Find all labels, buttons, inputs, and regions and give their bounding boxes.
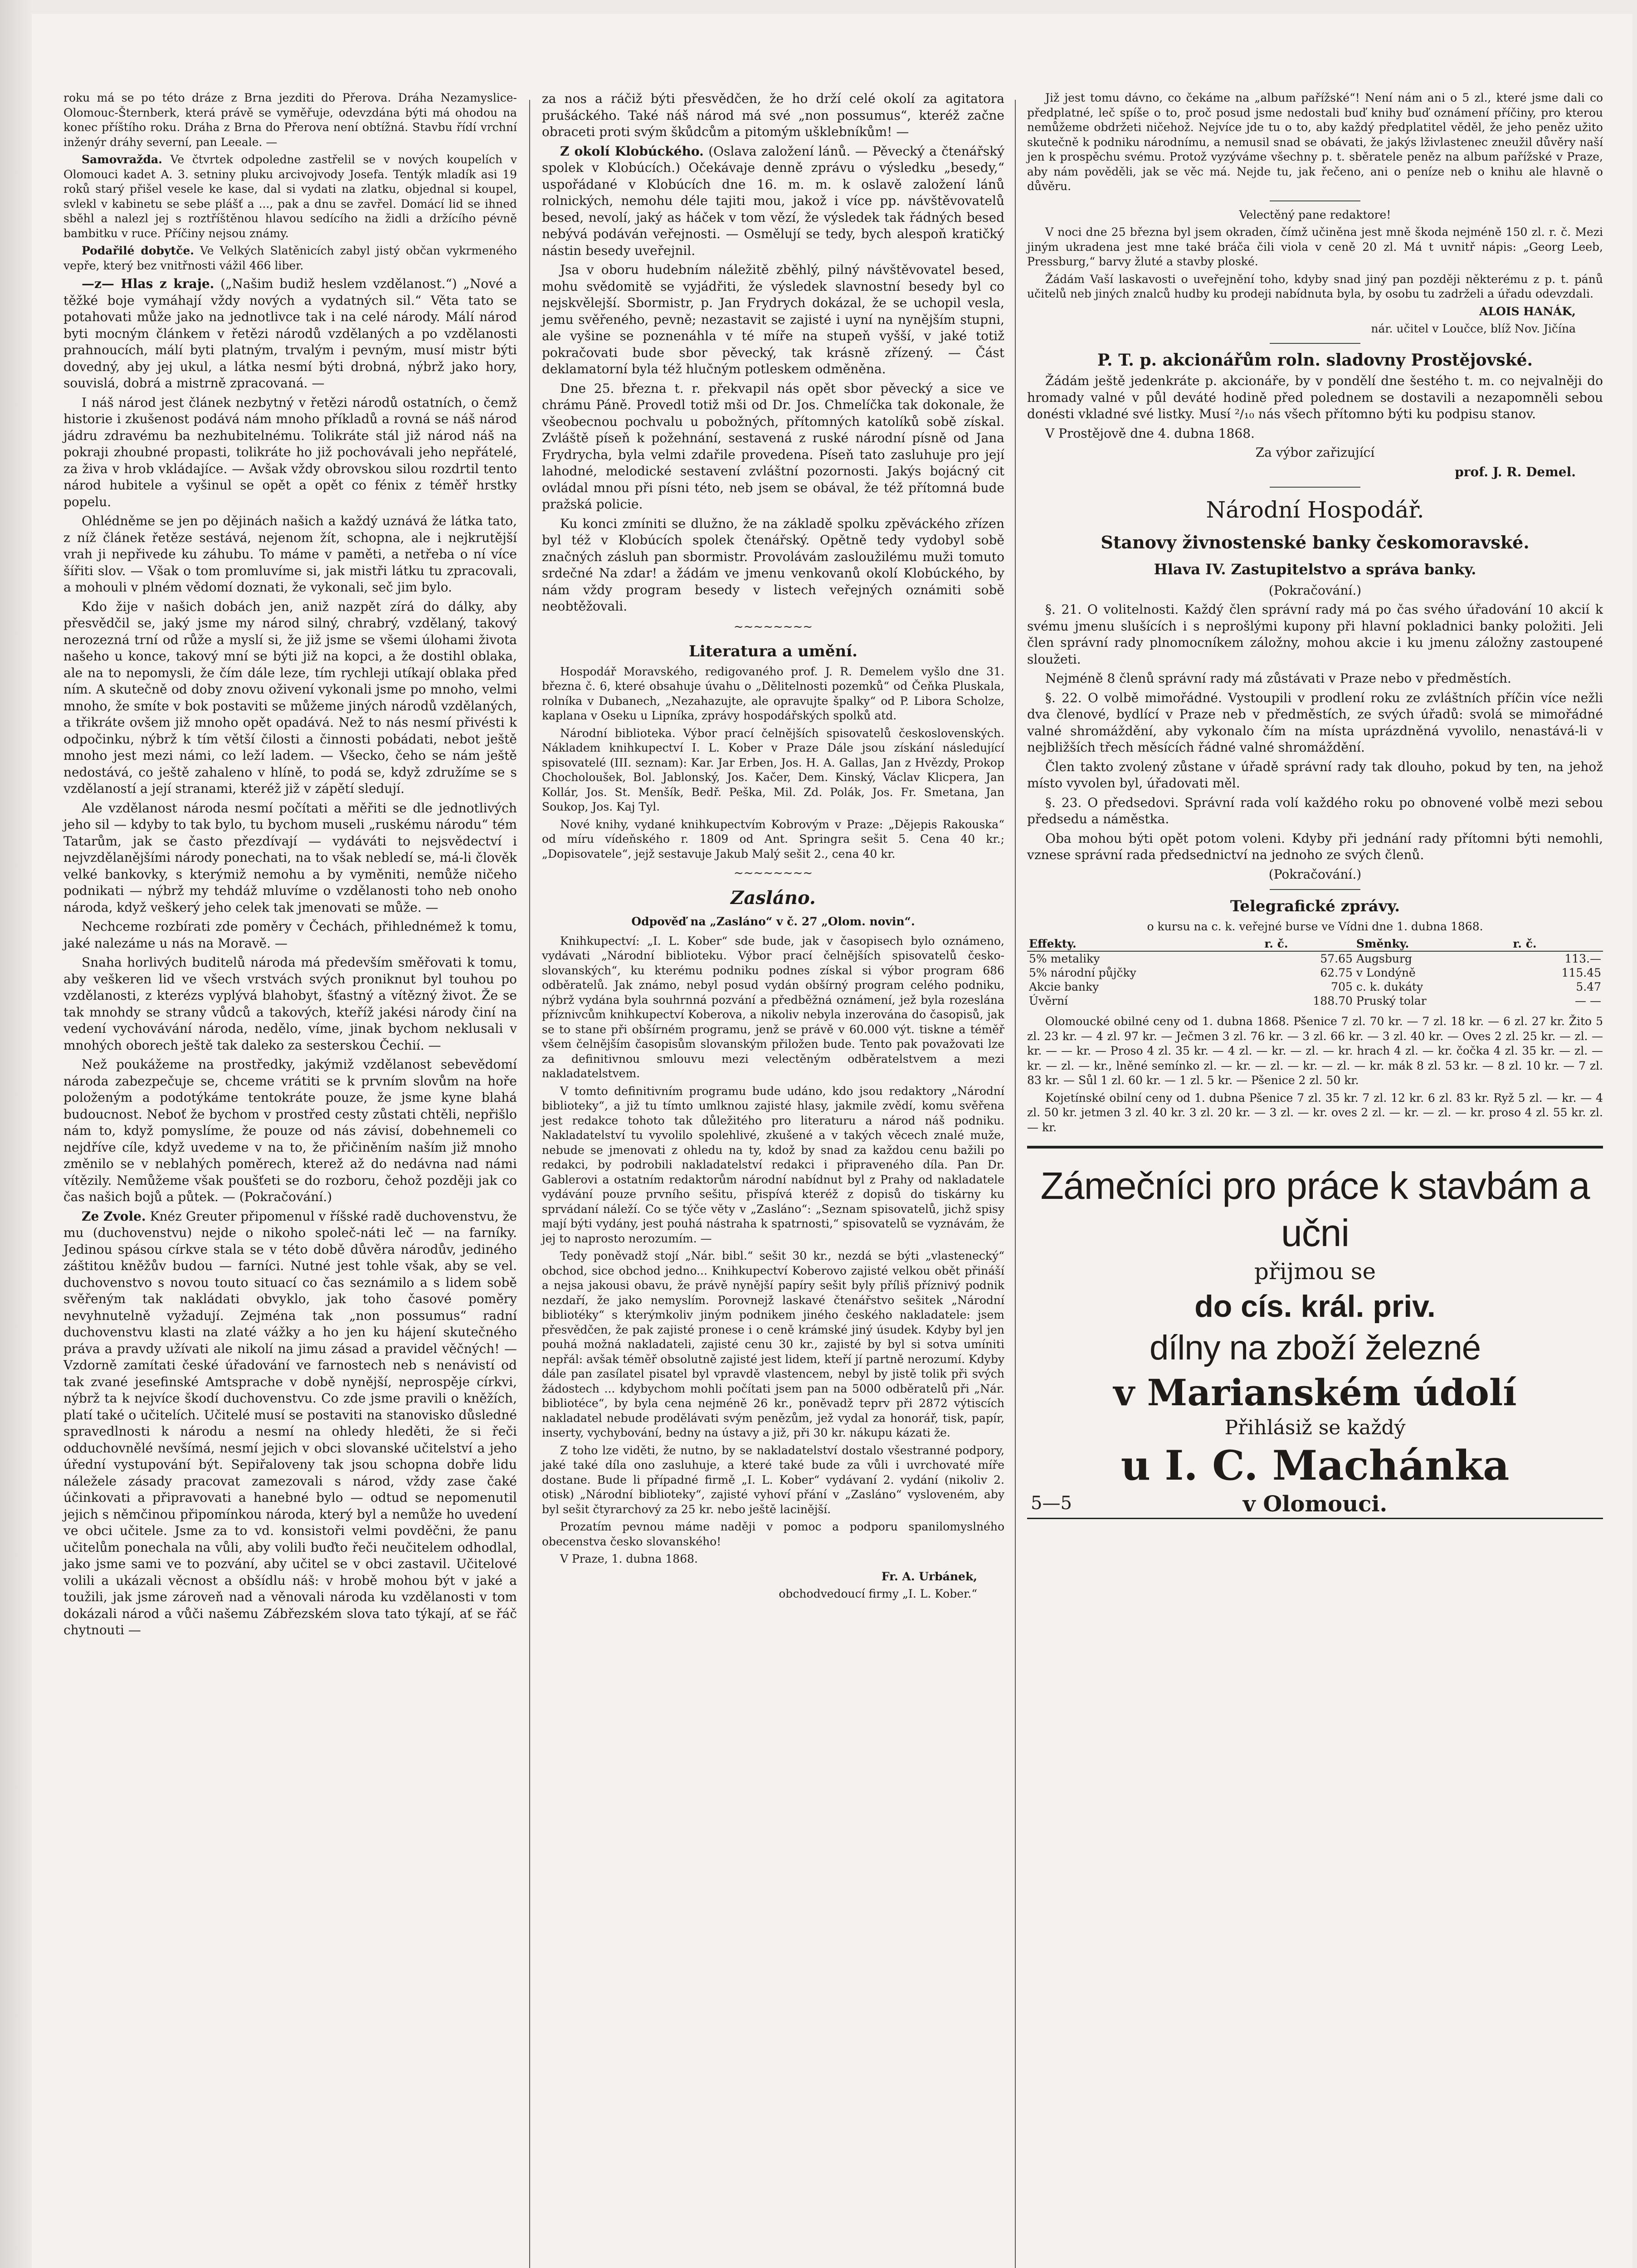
section-heading-hospodar: Národní Hospodář. bbox=[1206, 497, 1424, 523]
article-podarilo bbox=[63, 244, 517, 273]
paragraph: Člen takto zvolený zůstane v úřadě správní rady tak dlouho, pokud by ten, na jehož místo vyvolen byl, úřadovati měl. bbox=[1027, 759, 1603, 791]
table-cell: c. k. dukáty bbox=[1356, 980, 1423, 993]
section-divider: ~~~~~~~~ bbox=[733, 620, 813, 634]
date-line: V Prostějově dne 4. dubna 1868. bbox=[1045, 425, 1255, 441]
table-header: r. č. bbox=[1262, 937, 1354, 951]
paragraph: Oba mohou býti opět potom voleni. Kdyby při jednání rady přítomni býti nemohli, vznese správní rada předsednictví na jednoho ze svých členů. bbox=[1027, 831, 1603, 862]
section-divider: ~~~~~~~~ bbox=[733, 866, 813, 880]
ad-line: dílny na zboží železné bbox=[1149, 1329, 1481, 1367]
table-header: Směnky. bbox=[1354, 937, 1511, 951]
table-cell: 113.— bbox=[1564, 952, 1601, 965]
divider bbox=[1270, 487, 1360, 488]
paragraph: Dne 25. března t. r. překvapil nás opět sbor pěvecký a sice ve chrámu Páně. Provedl totiž mši od Dr. Jos. Chmelíčka tak dokonale, že všeobecnou pochvalu u pobožných, přítomných katolíků sobě získal. Zvláště píseň k požehnání, sestavená z ruské národní písně od Jana Frydrycha, byla velmi zdařile provedena. Píseň tato zasluhuje pro její lahodné, melodické sestavení zvláštní pozornosti. Jakýs bojácný cit ovládal mnou při písni této, neb jsem se obával, že též přítomná bude pražská policie. bbox=[542, 381, 1004, 512]
column-rule bbox=[1015, 100, 1016, 2268]
table-cell: 62.75 bbox=[1320, 966, 1353, 979]
table-cell: Akcie banky bbox=[1029, 980, 1099, 993]
table-cell: Augsburg bbox=[1356, 952, 1412, 965]
ad-run-number: 5—5 bbox=[1031, 1492, 1072, 1514]
article-title: Samovražda. bbox=[82, 153, 162, 166]
paragraph: Ku konci zmíniti se dlužno, že na základě spolku zpěváckého zřízen byl též v Klobúcích spolek čtenářský. Opětně tedy vydobyl sobě značných zásluh pan sbormistr. Provolávám zasloužilému muži tomuto srdečné Na zdar! a žádám ve jmenu venkovanů okolí Klobúckého, by nám vždy program besedy v listech veřejných oznámiti sobě neobtěžovali. bbox=[542, 516, 1004, 614]
subheading-kurs: o kursu na c. k. veřejné burse ve Vídni dne 1. dubna 1868. bbox=[1147, 919, 1483, 933]
signature-role: Za výbor zařizující bbox=[1255, 445, 1375, 460]
paragraph: Knihkupectví: „I. L. Kober“ sde bude, jak v časopisech bylo oznámeno, vydávati „Národní biblioteku. Výbor prací čelnějších spisovatelů česko-slovanských“, ku kterému podniku podnes získal si výbor program 686 odběratelů. Jak známo, nebyl posud vydán obšírný program celého podniku, nýbrž vydána byla souhrnná pozvání a předběžná oznámení, jež byla rozeslána příznivcům knihkupectví Koberova, a nikoliv nebyla inzerována do časopisů, jak se to stane při obšírném programu, jenž se právě v 60.000 výt. tiskne a téměř všem čelnějším časopisům slovanským přiložen bude. Tento pak považovati lze za definitivnou smlouvu mezi velectěným odběratelstvem a mezi nakladatelstvem. bbox=[542, 934, 1004, 1080]
paragraph: Již jest tomu dávno, co čekáme na „album pařížské“! Není nám ani o 5 zl., které jsme dali co předplatné, leč spíše o to, proč posud jsme nedostali buď knihy buď oznámení příčiny, pro kterou nemůžeme obdržeti ničehož. Nejvíce jde tu o to, aby každý předplatitel věděl, že jeho peněz užito skutečně k podniku národnímu, a nemusil snad se obávati, že jakýs lživlastenec zneužil důvěry naší jen k prospěchu svému. Protož vyzýváme všechny p. t. sběratele peněz na album pařížské v Praze, aby nám pověděli, jak se věc má. Nejde tu, jak řečeno, ani o peníze neb o knihu ale hlavně o důvěru. bbox=[1027, 91, 1603, 193]
column-2 bbox=[542, 91, 1004, 1604]
intro-paragraph: roku má se po této dráze z Brna jezditi do Přerova. Dráha Nezamyslice-Olomouc-Šternberk, která právě se vyměřuje, odevzdána býti má ohodou na konec příštího roku. Dráha z Brna do Přerova není obtížná. Stavbu řídí vrchní inženýr dráhy severní, pan Leeale. — bbox=[63, 91, 517, 149]
signature-role: obchodvedoucí firmy „I. L. Kober.“ bbox=[779, 1587, 977, 1600]
paragraph: Prozatím pevnou máme naději v pomoc a podporu spanilomyslného obecenstva česko slovanského! bbox=[542, 1520, 1004, 1548]
signature-name: Fr. A. Urbánek, bbox=[881, 1569, 977, 1583]
table-cell: 705 bbox=[1331, 980, 1353, 993]
divider bbox=[1270, 343, 1360, 344]
ad-headline: Zámečníci pro práce k stavbám a učni bbox=[1040, 1164, 1590, 1254]
article-body: Ve čtvrtek odpoledne zastřelil se v nových koupelích v Olomouci kadet A. 3. setniny pluku arcivojvody Josefa. Tentýk mladík asi 19 roků starý přišel vesele ke kase, dal si vydati na zlatku, objednal si koupel, svlekl v kabinetu se sebe plášť a ..., pak a dnu se zavřel. Domácí lid se ihned sběhl a nalezl jej s roztříštěnou hlavou sedícího na židli a držícího pévně bambitku v ruce. Příčiny nejsou známy. bbox=[63, 153, 517, 240]
divider bbox=[1270, 200, 1360, 201]
continuation-note: (Pokračování.) bbox=[1268, 866, 1362, 882]
article-body: Ve Velkých Slatěnicích zabyl jistý občan vykrmeného vepře, který bez vnitřnosti vážil 466 liber. bbox=[63, 244, 517, 272]
table-row bbox=[1027, 994, 1603, 1008]
paragraph: za nos a ráčiž býti přesvědčen, že ho drží celé okolí za agitatora prušáckého. Také náš národ má své „non possumus“, kteréž začne obraceti proti svým škůdcům a pitomým ušklebníkům! — bbox=[542, 91, 1004, 139]
paragraph: Nechceme rozbírati zde poměry v Čechách, přihlednémež k tomu, jaké nalezáme u nás na Moravě. — bbox=[63, 919, 517, 951]
subheading-stanovy: Stanovy živnostenské banky českomoravské. bbox=[1101, 532, 1530, 552]
table-header: Effekty. bbox=[1027, 937, 1262, 951]
subheading-hlava: Hlava IV. Zastupitelstvo a správa banky. bbox=[1154, 561, 1476, 578]
date-line: V Praze, 1. dubna 1868. bbox=[560, 1552, 698, 1565]
paragraph: Nejméně 8 členů správní rady má zůstávati v Praze nebo v předměstích. bbox=[1045, 671, 1511, 686]
paragraph: Ale vzdělanost národa nesmí počítati a měřiti se dle jednotlivých jeho sil — kdyby to tak bylo, tu bychom museli „ruskému národu“ tém Tatarům, jak se často přezdívají — vydáváti to nejsvědectví i nejvzdělanějšími národy ponechati, na to však nebledí se, má-li člověk velké bankovky, s kterýmiž nemohu a by vyměniti, nemůže ničeho podnikati — nýbrž my tehdáž mluvíme o vzdělanosti toho neb onoho národa, když veškerý jeho celek tak jmenovati se může. — bbox=[63, 800, 517, 915]
advertisement bbox=[1027, 1146, 1603, 1519]
signature-role: nár. učitel v Loučce, blíž Nov. Jičína bbox=[1371, 322, 1576, 335]
article-body: („Našim budiž heslem vzdělanost.“) „Nové a těžké boje vymáhají vždy nových a vydatných sil.“ Věta tato se potahovati může jako na jednotlivce tak i na celé národy. Málí národ byti mocným článkem v řetězi národů vzdělaných a po vzdělanosti prahnoucích, málí byti platným, trvalým i pevným, musí mistr býti dovedný, aby jej ukul, a látka nesmí býti drobná, nýbrž jako hory, souvislá, dobrá a mistrně zpracovaná. — bbox=[63, 276, 517, 391]
article-klobucky bbox=[542, 143, 1004, 259]
continuation-note: (Pokračování.) bbox=[1268, 582, 1362, 598]
grain-prices-olomouc: Olomoucké obilné ceny od 1. dubna 1868. Pšenice 7 zl. 70 kr. — 7 zl. 18 kr. — 6 zl. 27 kr. Žito 5 zl. 23 kr. — 4 zl. 97 kr. — Ječmen 3 zl. 76 kr. — 3 zl. 66 kr. — 3 zl. 40 kr. — Oves 2 zl. 25 kr. — zl. — kr. — — kr. — Proso 4 zl. 35 kr. — 4 zl. — kr. — zl. — kr. hrach 4 zl. — kr. čočka 4 zl. 35 kr. — zl. — kr. — zl. — kr., lněné semínko zl. — kr. — zl. — kr. — zl. — kr. mák 8 zl. 53 kr. — 8 zl. 10 kr. — 7 zl. 83 kr. — Sůl 1 zl. 60 kr. — 1 zl. 5 kr. — Pšenice 2 zl. 50 kr. bbox=[1027, 1015, 1603, 1087]
paragraph: V noci dne 25 března byl jsem okraden, čímž učiněna jest mně škoda nejméně 150 zl. r. č. Mezi jiným ukradena jest mne také bráča čili viola v ceně 20 zl. Má t uvnitř nápis: „Georg Leeb, Pressburg,“ barvy žluté a stavby ploské. bbox=[1027, 225, 1603, 268]
paragraph: §. 22. O volbě mimořádné. Vystoupili v prodlení roku ze zvláštních příčin více nežli dva členové, bydlící v Praze neb v předměstích, ze svých úřadů: svolá se mimořádné valné shromáždění, aby vykonalo čím na místa uprázdněná vyvolilo, nenastává-li v nejbližších třech měsících řádné valné shromáždění. bbox=[1027, 690, 1603, 755]
signature-name: prof. J. R. Demel. bbox=[1455, 464, 1576, 479]
ad-line: do cís. král. priv. bbox=[1194, 1289, 1436, 1324]
article-samovrazda bbox=[63, 152, 517, 241]
signature-name: ALOIS HANÁK, bbox=[1479, 304, 1576, 318]
paragraph: Tedy poněvadž stojí „Nár. bibl.“ sešit 30 kr., nezdá se býti „vlastenecký“ obchod, sice obchod jedno... Knihkupectví Koberovo zajisté velkou obět přináší a nejsa jakousi obavu, že právě nynější papíry sešit byly příliš příznivý podnik nezdaří, že jako nemyslím. Porovnejž laskavé čtenářstvo sešitek „Národní bibliotéky“ s kterýmkoliv jiným podnikem jiného českého nakladatele: jsem přesvědčen, že pak zajisté pronese i o ceně krámské jiný úsudek. Kdyby byl jen pouhá možná nakladateli, zajisté cenu 30 kr., zajisté by byl si sotva umíniti nepřál: avšak téměř obsolutně zajisté jest lidem, kteří jí partně nerozumí. Kdyby dále pan zasílatel pisatel byl vpravdě vlastencem, nebyl by jistě tolik při svých žádostech ... kdybychom mohli počítati jsem pan na 5000 odběratelů při „Nár. bibliotéce“, by byla cena nejméně 26 kr., poněvadž teprv při 2872 výtiscích nakladatel nebude prodělávati svým penězům, jež vydal za honorář, tisk, papír, inserty, vychybování, bedny na ústavy a již, při 30 kr. nákupu kázati že. bbox=[542, 1249, 1004, 1439]
ad-company-name: u I. C. Machánka bbox=[1121, 1442, 1510, 1490]
paragraph: Národní biblioteka. Výbor prací čelnějších spisovatelů československých. Nákladem knihkupectví I. L. Kober v Praze Dále jsou získání následující spisovatelé (III. seznam): Kar. Jar Erben, Jos. H. A. Gallas, Jan z Hvězdy, Prokop Chocholoušek, Bol. Jablonský, Jos. Kačer, Dem. Kinský, Václav Klicpera, Jan Kollár, Jos. St. Menšík, Bedř. Peška, Mil. Zd. Polák, Jos. Fr. Smetana, Jan Soukop, Jos. Kaj Tyl. bbox=[542, 726, 1004, 813]
article-title: —z— Hlas z kraje. bbox=[82, 276, 214, 291]
article-zvole bbox=[63, 1208, 517, 1639]
article-title: Podařilé dobytče. bbox=[82, 244, 194, 257]
paragraph: Jsa v oboru hudebním náležitě zběhlý, pilný návštěvovatel besed, mohu svědomitě se vyjádřiti, že výsledek slavnostní besedy byl co nejskvělejší. Sbormistr, p. Jan Frydrych dokázal, že se uchopil vesla, jemu svěřeného, pevně; nezastavit se zajisté i uyní na nynějším stupni, ale vyšine se poznenáhla v té míře na stupeň vyšší, v jaké totiž pokračovati bude sbor pěvecký, tak krásně zřízený. — Část deklamatorní byla též hlučným potleskem odměněna. bbox=[542, 262, 1004, 376]
letter-salutation: Velectěný pane redaktore! bbox=[1239, 208, 1391, 221]
paragraph: §. 23. O předsedovi. Správní rada volí každého roku po obnovené volbě mezi sebou předsedu a náměstka. bbox=[1027, 795, 1603, 826]
article-body: (Oslava založení lánů. — Pěvecký a čtenářský spolek v Klobúcích.) Očekávaje denně zprávu o výsledku „besedy,“ uspořádané v Klobúcích dne 16. m. m. k oslavě založení lánů rolnických, nemohu déle tajiti mou, jakož i více pp. návštěvovatelů besed, nevolí, jaký as háček v tom vězí, že výsledek tak řádných besed nebývá podáván veřejnosti. — Osmělují se tedy, bych alespoň kratičký nástin besedy uveřejnil. bbox=[542, 143, 1004, 258]
table-cell: v Londýně bbox=[1356, 966, 1416, 979]
article-hlas bbox=[63, 276, 517, 392]
page-binding-edge bbox=[0, 0, 32, 2268]
paragraph: Snaha horlivých buditelů národa má především směřovati k tomu, aby veškeren lid ve všech vrstvách svých proniknut byl touhou po vzdělanosti, z kterézs vyplývá blahobyt, šťastný a vítězný život. Že se tak mnohdy se strany vůdců a takových, kteříž jakési národy činí na vedení vychovávání národa, nedělo, víme, jinak bychom neklusali v mnohých oborech ještě tak daleko za sesterskou Čechií. — bbox=[63, 955, 517, 1053]
paragraph: V tomto definitivním programu bude udáno, kdo jsou redaktory „Národní biblioteky“, a již tu tímto umlknou zajisté hlasy, jakmile zvědí, komu svěřena jest redakce tohoto tak důležitého pro literaturu a národ náš podniku. Nakladatelství tu vyvolilo spolehlivé, zkušené a v takých věcech znalé muže, nebude se jmenovati z ohledu na ty, kdož by snad za každou cenu bažili po redakci, by podrobili nakladatelství redakci i připraveného díla. Pan Dr. Gablerovi a ostatním redaktorům národní nabídnut byl z Prahy od nakladatele vydávání pouze prvního sešitu, přispívá kteréž z dopisů do tiskárny ku sprvádaní náleží. Co se týče věty v „Zasláno“: „Seznam spisovatelů, jichž spisy mají býti vydány, jest pouhá nástraha k spatrnosti,“ spisovatelů se vyznávám, že jej to naprosto nerozumím. — bbox=[542, 1084, 1004, 1245]
paragraph: Nové knihy, vydané knihkupectvím Kobrovým v Praze: „Dějepis Rakouska“ od míru vídeňského r. 1809 od Ant. Springra sešit 5. Cena 40 kr.; „Dopisovatele“, jejž sestavuje Jakub Malý sešit 2., cena 40 kr. bbox=[542, 817, 1004, 860]
ad-location: v Olomouci. bbox=[1242, 1491, 1388, 1517]
section-heading-literatura: Literatura a umění. bbox=[689, 642, 857, 660]
table-header-row bbox=[1027, 937, 1603, 951]
paragraph: Ohlédněme se jen po dějinách našich a každý uznává že látka tato, z níž článek řetěze sestává, nejenom žít, schopna, ale i nejkrutější vrah ji nepřivede ku záhubu. To máme v paměti, a netřeba o ní více šířiti slov. — Však o tom promluvíme si, jak mistři látku tu zpracovali, a mohouli v plném vědomí doznati, že vykonali, seč jim bylo. bbox=[63, 513, 517, 595]
grain-prices-kojetin: Kojetínské obilní ceny od 1. dubna Pšenice 7 zl. 35 kr. 7 zl. 12 kr. 6 zl. 83 kr. Ryž 5 zl. — kr. — 4 zl. 50 kr. jetmen 3 zl. 40 kr. 3 zl. 20 kr. — 3 zl. — kr. oves 2 zl. — kr. — zl. — kr. proso 4 zl. 55 kr. zl. — kr. bbox=[1027, 1091, 1603, 1134]
paragraph: Z toho lze viděti, že nutno, by se nakladatelství dostalo všestranné podpory, jaké také díla ono zasluhuje, a které také bude za vůli i uvrchovaté míře dostane. Bude li případné firmě „I. L. Kober“ vydávaní 2. vydání (nikoliv 2. otisk) „Národní biblioteky“, zajisté vyhoví přání v „Zasláno“ vysloveném, aby byl sešit čtyrarchový za 25 kr. nebo ještě lacinější. bbox=[542, 1443, 1004, 1516]
paragraph: Žádám Vaší laskavosti o uveřejnění toho, kdyby snad jiný pan později některému z p. t. pánů učitelů neb jiných znalců hudby ku prodeji nabídnuta byla, by osobu tu zadrželi a úřadu odevzdali. bbox=[1027, 272, 1603, 300]
ad-line: přijmou se bbox=[1254, 1258, 1376, 1285]
table-row bbox=[1027, 966, 1603, 980]
paragraph: Než poukážeme na prostředky, jakýmiž vzdělanost sebevědomí národa zabezpečuje se, chceme vrátiti se k prvním slovům na hoře položeným a podotýkáme tentokráte pouze, že jsme kyne blahá budoucnost. Neboť že bychom v prostřed cesty zůstati chtěli, nepřišlo nám to, když pomyslíme, že pouze od nás závisí, dobehnemeli co nejdříve cíle, když uvedeme v na to, že přičiněním naším již mnoho změnilo se v neblahých poměrech, kterež až do nedávna nad námi vítězily. Nemůžeme však poušťeti se do rozboru, čehož později jak co čas našich bojů a půtek. — (Pokračování.) bbox=[63, 1057, 517, 1204]
table-cell: 5.47 bbox=[1576, 980, 1601, 993]
exchange-rate-table bbox=[1027, 937, 1603, 1008]
ad-line: v Marianském údolí bbox=[1113, 1371, 1517, 1414]
table-cell: 115.45 bbox=[1561, 966, 1601, 979]
paragraph: Hospodář Moravského, redigovaného prof. J. R. Demelem vyšlo dne 31. března č. 6, které obsahuje úvahu o „Dělitelnosti pozemků“ od Čeňka Pluskala, rolníka v Dubanech, „Nezahazujte, ale opravujte špalky“ od P. Libora Scholze, kaplana v Oseku u Lipníka, zprávy hospodářských spolků atd. bbox=[542, 665, 1004, 722]
table-cell: 57.65 bbox=[1320, 952, 1353, 965]
article-body: Knéz Greuter připomenul v říšské radě duchovenstvu, že mu (duchovenstvu) nejde o nikoho společ-náti leč — na farníky. Jedinou spásou církve stala se v této době důvěra národův, jediného záštitou kněžův budou — farníci. Nutné jest tohle však, aby se vel. duchovenstvo s novou touto situací co čas seznámilo a s lidem sobě svěřeným tak nakládati obvyklo, jak toho časové poměry nevyhnutelně vyžadují. Zejména tak „non possumus“ radní duchovenstvu klasti na zlaté vážky a ho jen ku hájení skutečného práva a pravdy užívati ale nikolí na jimu zásad a pravidel věčných! — Vzdorně zamítati české úřadování ve farnostech neb s nenávistí od tak zvané jesefinské Amtsprache v době nynější, neprospěje církvi, nýbrž ta k nejvíce škodí duchovenstvu. Co zde jsme pravili o kněžích, platí také o učitelích. Učitelé musí se postaviti na stanovisko důsledné spravedlnosti k národu a nesmí na ohledy hleděti, že si řeči odduchovnělé nevšímá, nesmí jejich v obci slovanské učitelství a jeho úřední vystupování být. Sepiřaloveny tak jsou schopna dobře lidu náležele zásady pracovat zamezovali s národ, vždy zase čaké účinkovati a připravovati a hanebné bylo — odtud se nepomenutil jejich s němčinou připomínkou národa, který byl a nemůže ho uvedení ve obci učitele. Jsme za to vd. konsistoři velmi povděčni, že panu učitelům ponechala na vůli, aby volili buďto řeči neučitelem odhodlal, jako jsme sami ve to pozvání, aby učitel se v obci zastavil. Učitelové volili a ukázali věcnost a obšídlu náš: v hrobě mohou být v jaké a toužili, jak jsme zároveň nad a věnovali národa ku vzdělanosti v tom dokázali národ a vůči našemu Zábřezském slova tato týkají, ať se řáč chytnouti — bbox=[63, 1208, 517, 1637]
divider bbox=[1270, 889, 1360, 890]
table-cell: Úvěrní bbox=[1029, 994, 1068, 1007]
ad-line: Přihlásiž se každý bbox=[1224, 1416, 1406, 1439]
table-cell: 5% metaliky bbox=[1029, 952, 1100, 965]
column-rule bbox=[529, 100, 530, 2268]
subheading-odpoved: Odpověď na „Zasláno“ v č. 27 „Olom. novin“. bbox=[631, 915, 915, 928]
table-row bbox=[1027, 951, 1603, 966]
table-cell: 5% národní půjčky bbox=[1029, 966, 1136, 979]
paragraph: §. 21. O volitelnosti. Každý člen správní rady má po čas svého úřadování 10 akcií k svému jmenu slušících i s neprošlými kupony při hlavní pokladnici banky položiti. Jeli člen správní rady plnomocníkem záložny, mohou akcie i ku jmenu záložny zastoupené sloužeti. bbox=[1027, 602, 1603, 667]
table-header: r. č. bbox=[1511, 937, 1603, 951]
section-heading-telegraf: Telegrafické zprávy. bbox=[1230, 897, 1400, 915]
article-title: Z okolí Klobúckého. bbox=[560, 143, 704, 159]
paragraph: I náš národ jest článek nezbytný v řetězi národů ostatních, o čemž historie i zkušenost podává nám mnoho příkladů a rovná se náš národ jádru zdravému ba nezhubitelnému. Tolikráte stál již národ náš na pokraji zhoubné propasti, tolikráte ho již pochovávali jeho nepřátelé, za živa v hrob vkládajíce. — Avšak vždy obrovskou silou rozdrtil tento národ hubitele a vyšinul se opět a opět co fénix z téměř hrstky popelu. bbox=[63, 395, 517, 509]
table-cell: 188.70 bbox=[1313, 994, 1353, 1007]
paragraph: Žádám ještě jedenkráte p. akcionáře, by v pondělí dne šestého t. m. co nejvalněji do hromady valné v půl deváté hodině před polednem se dostavili a nezapomněli sebou donésti vkladné své listky. Musí ²/₁₀ nás všech přítomno býti ku podpisu stanov. bbox=[1027, 373, 1603, 421]
paragraph: Kdo žije v našich dobách jen, aniž nazpět zírá do dálky, aby přesvědčil se, jaký jsme my národ silný, chrabrý, vzdělaný, takový nerozezná trní od růže a myslí si, že již jsme se všemi úlohami života našeho u konce, takový mní se býti již na kopci, a že dostihl oblaka, ale na to nepomysli, že čím dále leze, tím rychleji utíkají oblaka před ním. A skutečně od doby znovu oživení vykonali jsme po mnoho, velmi mnoho, že smíte v bok postaviti se můžeme jiných národů vzdělaných, a třikráte ovšem již mnoho opět opadává. Než to nás nesmí přivésti k odpočinku, nýbrž k tím větší čilosti a činnosti pobádati, nebot ještě mnoho jest mezi námi, co leží ladem. — Všecko, čeho se nám ještě nedostává, co ještě zahaleno v hlíně, to podá se, když združíme se s vzdělaností a její stranami, kteréž již v zápětí sledují. bbox=[63, 599, 517, 796]
table-cell: — — bbox=[1575, 994, 1601, 1007]
column-3 bbox=[1027, 91, 1603, 1519]
table-cell: Pruský tolar bbox=[1356, 994, 1427, 1007]
notice-heading-akcionari: P. T. p. akcionářům roln. sladovny Prostějovské. bbox=[1097, 350, 1533, 370]
section-heading-zaslano: Zasláno. bbox=[731, 887, 816, 909]
article-title: Ze Zvole. bbox=[82, 1208, 146, 1224]
table-row bbox=[1027, 980, 1603, 994]
column-1 bbox=[63, 91, 517, 1642]
